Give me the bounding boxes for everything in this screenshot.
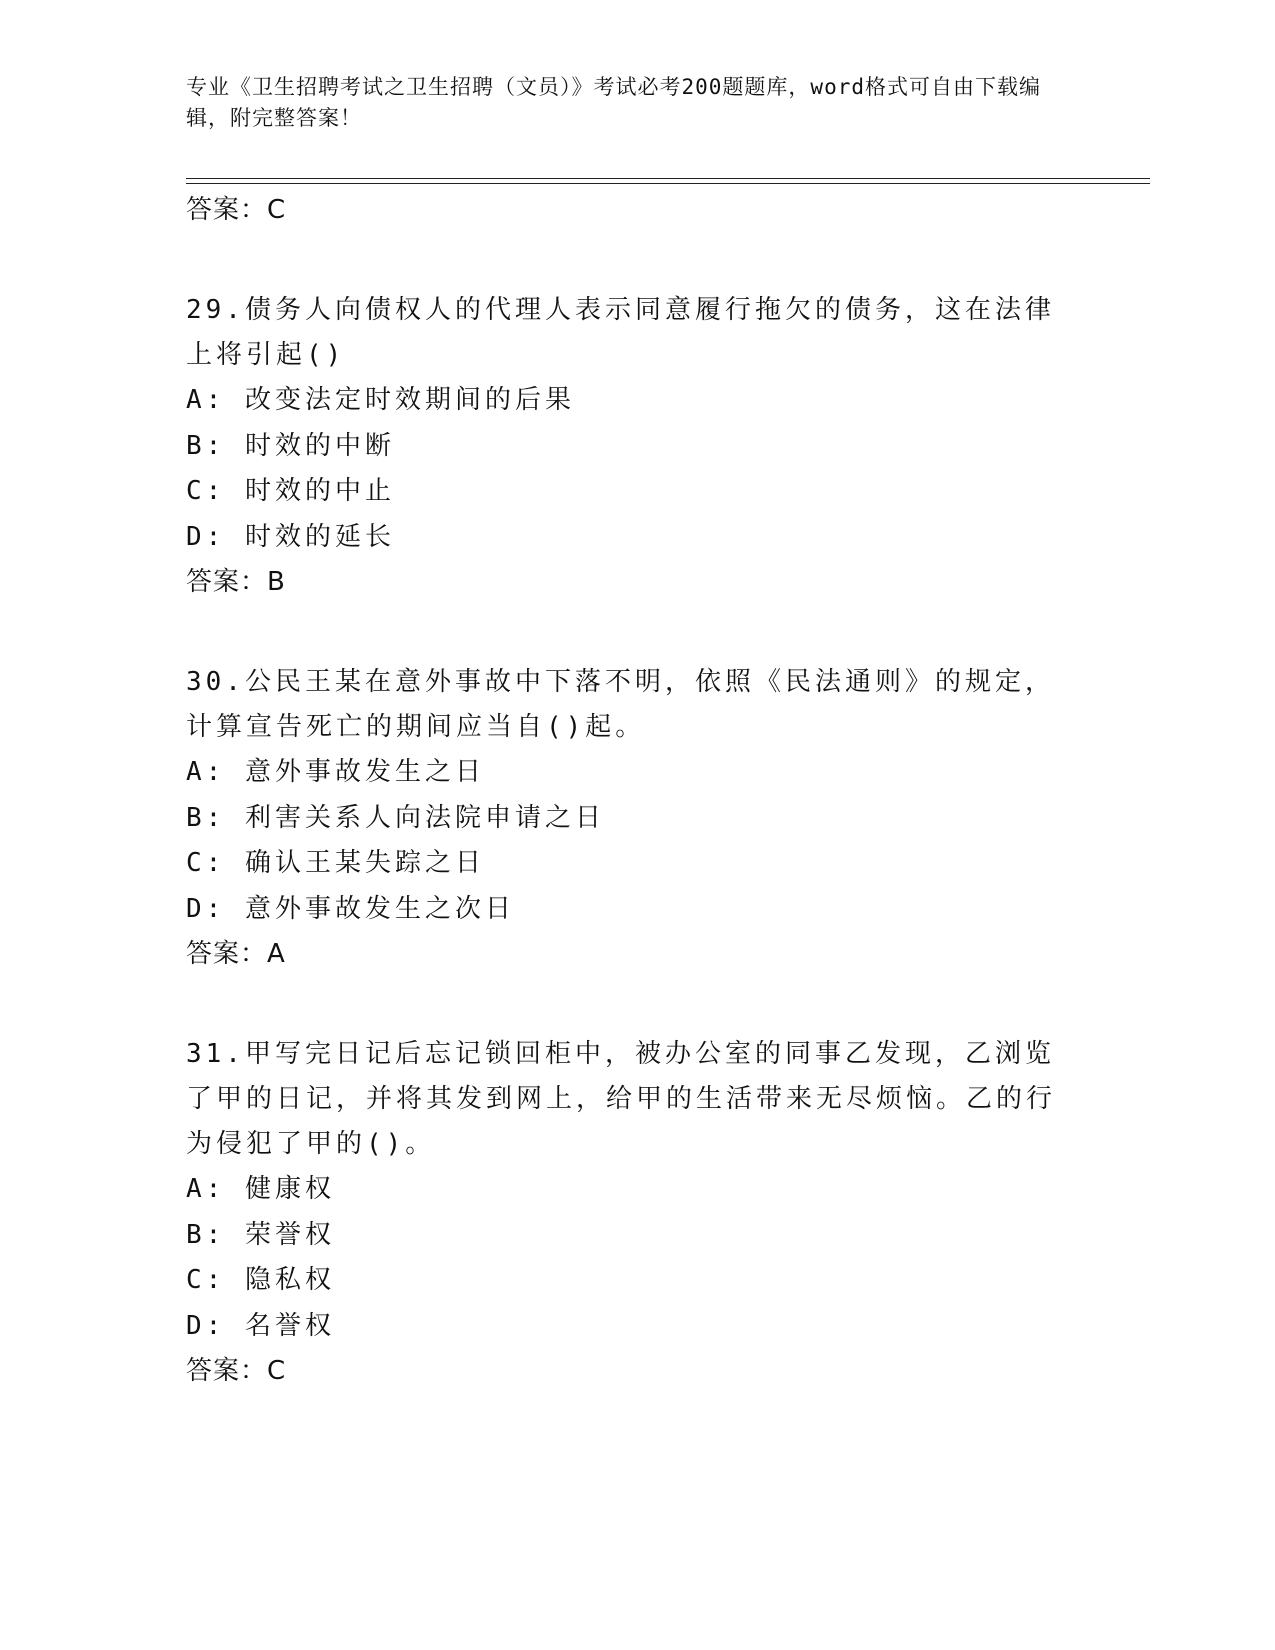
option-b (186, 796, 1086, 842)
answer-line: 答案：B (186, 567, 286, 597)
question-stem: 29.债务人向债权人的代理人表示同意履行拖欠的债务，这在法律上将引起() (186, 295, 1055, 370)
previous-answer: 答案：C (186, 195, 287, 225)
option-d (186, 887, 1086, 933)
option-text: 名誉权 (244, 1310, 335, 1341)
option-a (186, 378, 1086, 424)
option-text: 时效的中止 (244, 476, 395, 506)
spacer (186, 976, 1086, 1032)
option-letter: B: (186, 430, 226, 461)
option-c (186, 841, 1086, 887)
option-letter: A: (186, 385, 226, 415)
spacer (186, 604, 1086, 660)
header-rule-bottom (186, 183, 1150, 184)
option-text: 时效的中断 (244, 430, 395, 461)
option-letter: D: (186, 1310, 226, 1341)
spacer (186, 232, 1086, 288)
option-a (186, 1167, 1086, 1213)
option-text: 改变法定时效期间的后果 (244, 385, 575, 415)
option-letter: B: (186, 1219, 226, 1250)
option-a (186, 750, 1086, 796)
question-list (186, 188, 1086, 1393)
option-letter: C: (186, 848, 226, 878)
option-text: 利害关系人向法院申请之日 (244, 802, 605, 833)
option-text: 意外事故发生之次日 (244, 893, 515, 924)
answer-line: 答案：A (186, 939, 286, 969)
option-letter: A: (186, 757, 226, 787)
option-d (186, 515, 1086, 561)
question-block (186, 288, 1086, 604)
option-b (186, 1213, 1086, 1259)
option-text: 确认王某失踪之日 (244, 848, 485, 878)
option-letter: C: (186, 1265, 226, 1295)
question-stem: 31.甲写完日记后忘记锁回柜中，被办公室的同事乙发现，乙浏览了甲的日记，并将其发到网上，给甲的生活带来无尽烦恼。乙的行为侵犯了甲的()。 (186, 1039, 1057, 1159)
question-block (186, 660, 1086, 976)
option-c (186, 1258, 1086, 1304)
option-b (186, 424, 1086, 470)
option-text: 时效的延长 (244, 521, 395, 552)
question-stem: 30.公民王某在意外事故中下落不明，依照《民法通则》的规定，计算宣告死亡的期间应当自()起。 (186, 667, 1055, 742)
option-text: 荣誉权 (244, 1219, 335, 1250)
option-letter: A: (186, 1174, 226, 1204)
option-c (186, 469, 1086, 515)
option-letter: B: (186, 802, 226, 833)
option-letter: D: (186, 521, 226, 552)
answer-line: 答案：C (186, 1356, 287, 1386)
option-text: 意外事故发生之日 (244, 757, 485, 787)
option-text: 隐私权 (244, 1265, 335, 1295)
option-letter: D: (186, 893, 226, 924)
option-letter: C: (186, 476, 226, 506)
document-header: 专业《卫生招聘考试之卫生招聘（文员）》考试必考200题题库，word格式可自由下载编辑，附完整答案！ (186, 75, 1041, 130)
option-d (186, 1304, 1086, 1350)
header-rule-top (186, 178, 1150, 179)
option-text: 健康权 (244, 1174, 335, 1204)
question-block (186, 1032, 1086, 1393)
